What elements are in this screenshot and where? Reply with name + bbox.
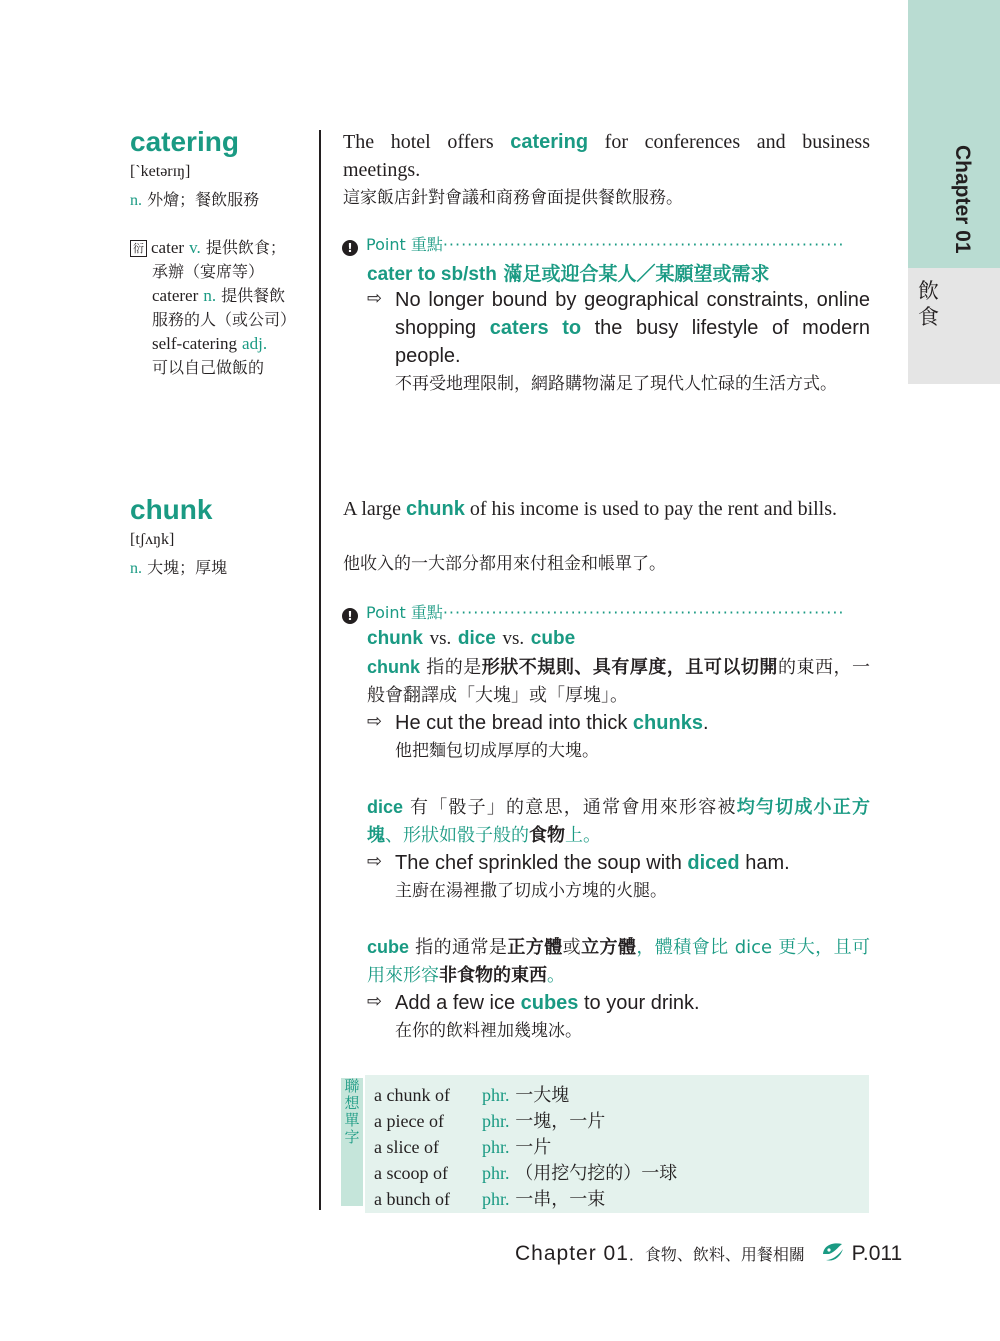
point-heading: ! Point 重點·································································· xyxy=(342,600,870,624)
column-divider xyxy=(319,130,321,1210)
point-compare: chunk vs. dice vs. cube xyxy=(367,628,576,649)
footer-category: ．食物、飲料、用餐相關 xyxy=(628,1245,805,1264)
derivative-pos: adj. xyxy=(242,334,268,353)
chapter-tab-title: Chapter 01 xyxy=(951,145,974,254)
example-translation: 他收入的一大部分都用來付租金和帳單了。 xyxy=(343,554,666,574)
derivative-meaning: 承辦（宴席等） xyxy=(152,262,265,281)
boxed-character-icon: 衍 xyxy=(130,240,147,257)
derivative-word: cater xyxy=(151,238,185,257)
usage-example: Add a few ice cubes to your drink. xyxy=(395,992,700,1014)
part-of-speech: n. xyxy=(130,560,142,577)
usage-example-translation: 在你的飲料裡加幾塊冰。 xyxy=(395,1021,582,1041)
footer-chapter: Chapter 01 xyxy=(515,1242,629,1265)
definition xyxy=(130,187,259,210)
part-of-speech: n. xyxy=(130,192,142,209)
exclamation-circle-icon: ! xyxy=(342,608,358,624)
derivative-pos: v. xyxy=(189,238,201,257)
related-word-row: a piece of phr. 一塊，一片 xyxy=(374,1111,606,1132)
meaning: 外燴；餐飲服務 xyxy=(147,190,260,209)
related-word-row: a scoop of phr. （用挖勺挖的）一球 xyxy=(374,1163,678,1184)
point-example: No longer bound by geographical constraints, online shopping caters to the busy lifestyle of modern people. xyxy=(395,289,870,367)
hollow-right-arrow-icon: ⇨ xyxy=(367,991,383,1012)
usage-note: chunk 指的是形狀不規則、具有厚度，且可以切開的東西，一般會翻譯成「大塊」或「厚塊」。 xyxy=(367,657,870,706)
point-phrase: cater to sb/sth 滿足或迎合某人／某願望或需求 xyxy=(367,263,770,285)
page-number: P.011 xyxy=(851,1242,903,1265)
phonetic: [tʃʌŋk] xyxy=(130,531,175,548)
exclamation-circle-icon: ! xyxy=(342,240,358,256)
derivative-meaning: 提供餐飲 xyxy=(221,286,286,305)
derivative-word: self-catering xyxy=(152,334,237,353)
derivative-meaning: 提供飲食； xyxy=(205,238,286,257)
derivative-meaning: 服務的人（或公司） xyxy=(152,310,297,329)
hollow-right-arrow-icon: ⇨ xyxy=(367,288,383,309)
related-word-row: a slice of phr. 一片 xyxy=(374,1137,552,1158)
related-words-label: 聯想單字 xyxy=(341,1078,363,1206)
derivative-pos: n. xyxy=(203,286,217,305)
usage-example-translation: 他把麵包切成厚厚的大塊。 xyxy=(395,741,599,761)
derivatives xyxy=(130,236,310,380)
derivative-meaning: 可以自己做飯的 xyxy=(152,358,265,377)
usage-example: He cut the bread into thick chunks. xyxy=(395,712,709,734)
leaf-logo-icon xyxy=(820,1240,846,1269)
definition xyxy=(130,555,227,578)
usage-note: dice 有「骰子」的意思，通常會用來形容被均勻切成小正方塊、形狀如骰子般的食物上。 xyxy=(367,797,870,846)
point-example-translation: 不再受地理限制，網路購物滿足了現代人忙碌的生活方式。 xyxy=(395,374,837,394)
chapter-tab-category: 飲食 xyxy=(918,279,939,329)
usage-example-translation: 主廚在湯裡撒了切成小方塊的火腿。 xyxy=(395,881,667,901)
usage-note: cube 指的通常是正方體或立方體，體積會比 dice 更大，且可用來形容非食物的東西。 xyxy=(367,937,871,986)
related-word-row: a bunch of phr. 一串，一束 xyxy=(374,1189,606,1210)
example-translation: 這家飯店針對會議和商務會面提供餐飲服務。 xyxy=(343,188,683,208)
usage-example: The chef sprinkled the soup with diced ham. xyxy=(395,852,790,874)
example-sentence: The hotel offers catering for conferences and business meetings. xyxy=(343,131,870,181)
page-footer xyxy=(515,1240,902,1269)
derivative-word: caterer xyxy=(152,286,199,305)
hollow-right-arrow-icon: ⇨ xyxy=(367,851,383,872)
point-heading: ! Point 重點·································································· xyxy=(342,232,870,256)
phonetic: [ˋketərɪŋ] xyxy=(130,163,191,180)
meaning: 大塊；厚塊 xyxy=(147,558,228,577)
example-sentence: A large chunk of his income is used to pay the rent and bills. xyxy=(343,498,838,520)
hollow-right-arrow-icon: ⇨ xyxy=(367,711,383,732)
related-word-row: a chunk of phr. 一大塊 xyxy=(374,1085,570,1106)
headword: catering xyxy=(130,126,239,157)
headword: chunk xyxy=(130,494,213,525)
